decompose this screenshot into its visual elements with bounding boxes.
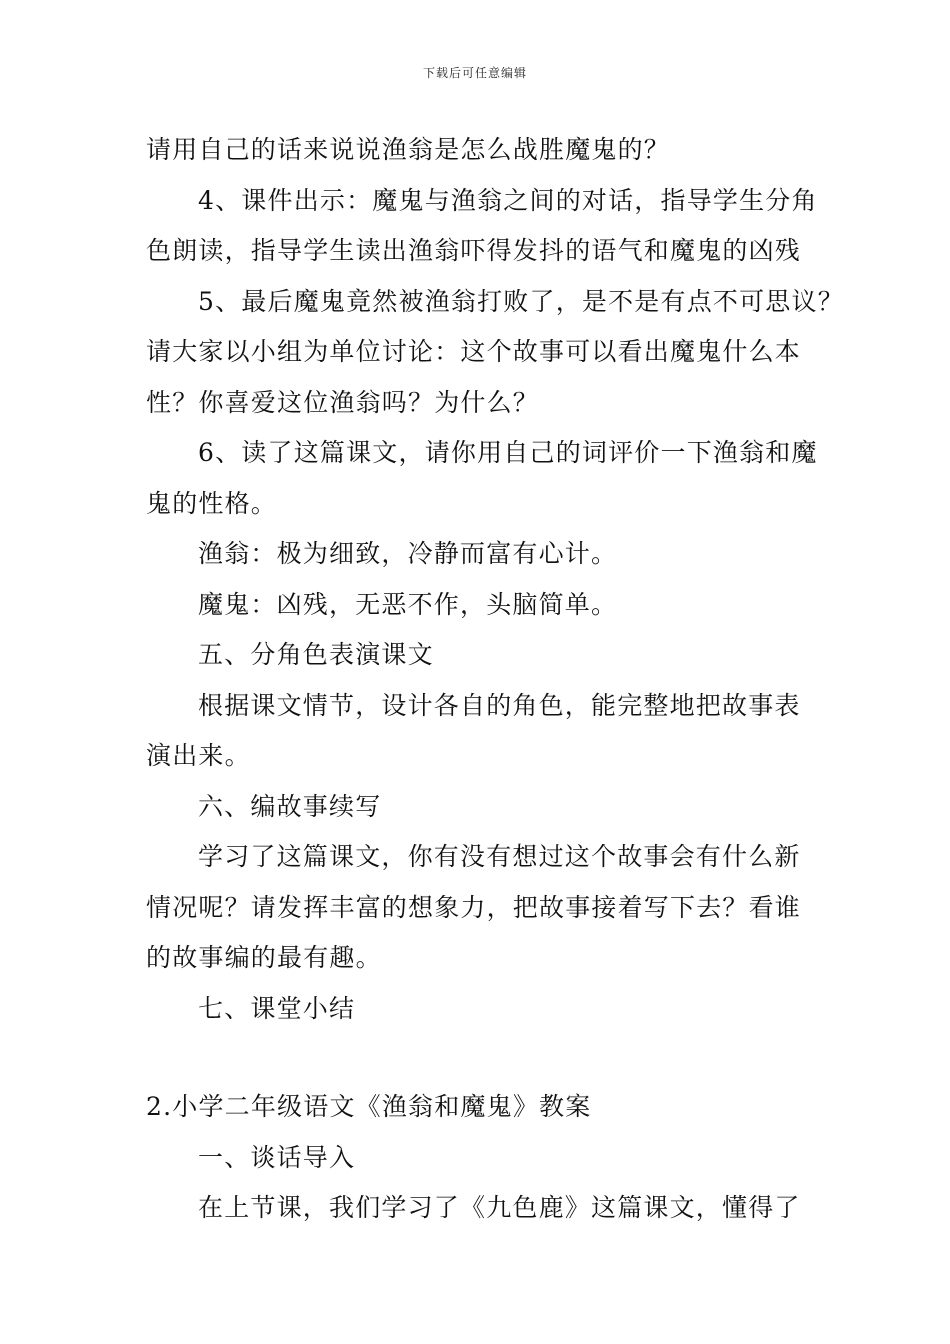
section-heading: 一、谈话导入 [198, 1142, 356, 1172]
section-heading: 六、编故事续写 [198, 791, 382, 821]
document-title: 2.小学二年级语文《渔翁和魔鬼》教案 [146, 1092, 592, 1121]
text-line: 渔翁：极为细致，冷静而富有心计。 [198, 539, 618, 568]
text-line: 根据课文情节，设计各自的角色，能完整地把故事表 [198, 690, 801, 720]
document-body [146, 125, 844, 1234]
text-line: 6、读了这篇课文，请你用自己的词评价一下渔翁和魔 [198, 438, 818, 467]
text-line: 5、最后魔鬼竟然被渔翁打败了，是不是有点不可思议？ [198, 286, 844, 316]
section-heading: 五、分角色表演课文 [198, 640, 434, 669]
text-line: 请大家以小组为单位讨论：这个故事可以看出魔鬼什么本 [146, 337, 802, 366]
text-line: 的故事编的最有趣。 [146, 943, 382, 972]
text-line: 色朗读，指导学生读出渔翁吓得发抖的语气和魔鬼的凶残 [146, 236, 802, 265]
text-line: 性？你喜爱这位渔翁吗？为什么？ [146, 387, 540, 417]
page-header: 下载后可任意编辑 [422, 66, 527, 80]
text-line: 鬼的性格。 [146, 488, 278, 518]
text-line: 情况呢？请发挥丰富的想象力，把故事接着写下去？看谁 [146, 892, 802, 922]
section-heading: 七、课堂小结 [198, 993, 356, 1023]
text-line: 在上节课，我们学习了《九色鹿》这篇课文，懂得了 [198, 1193, 801, 1222]
text-line: 魔鬼：凶残，无恶不作，头脑简单。 [198, 589, 618, 619]
spacer [146, 1034, 811, 1082]
text-line: 学习了这篇课文，你有没有想过这个故事会有什么新 [198, 842, 801, 871]
text-line: 请用自己的话来说说渔翁是怎么战胜魔鬼的？ [146, 135, 671, 164]
text-line: 演出来。 [146, 741, 251, 770]
text-line: 4、课件出示：魔鬼与渔翁之间的对话，指导学生分角 [198, 185, 818, 215]
